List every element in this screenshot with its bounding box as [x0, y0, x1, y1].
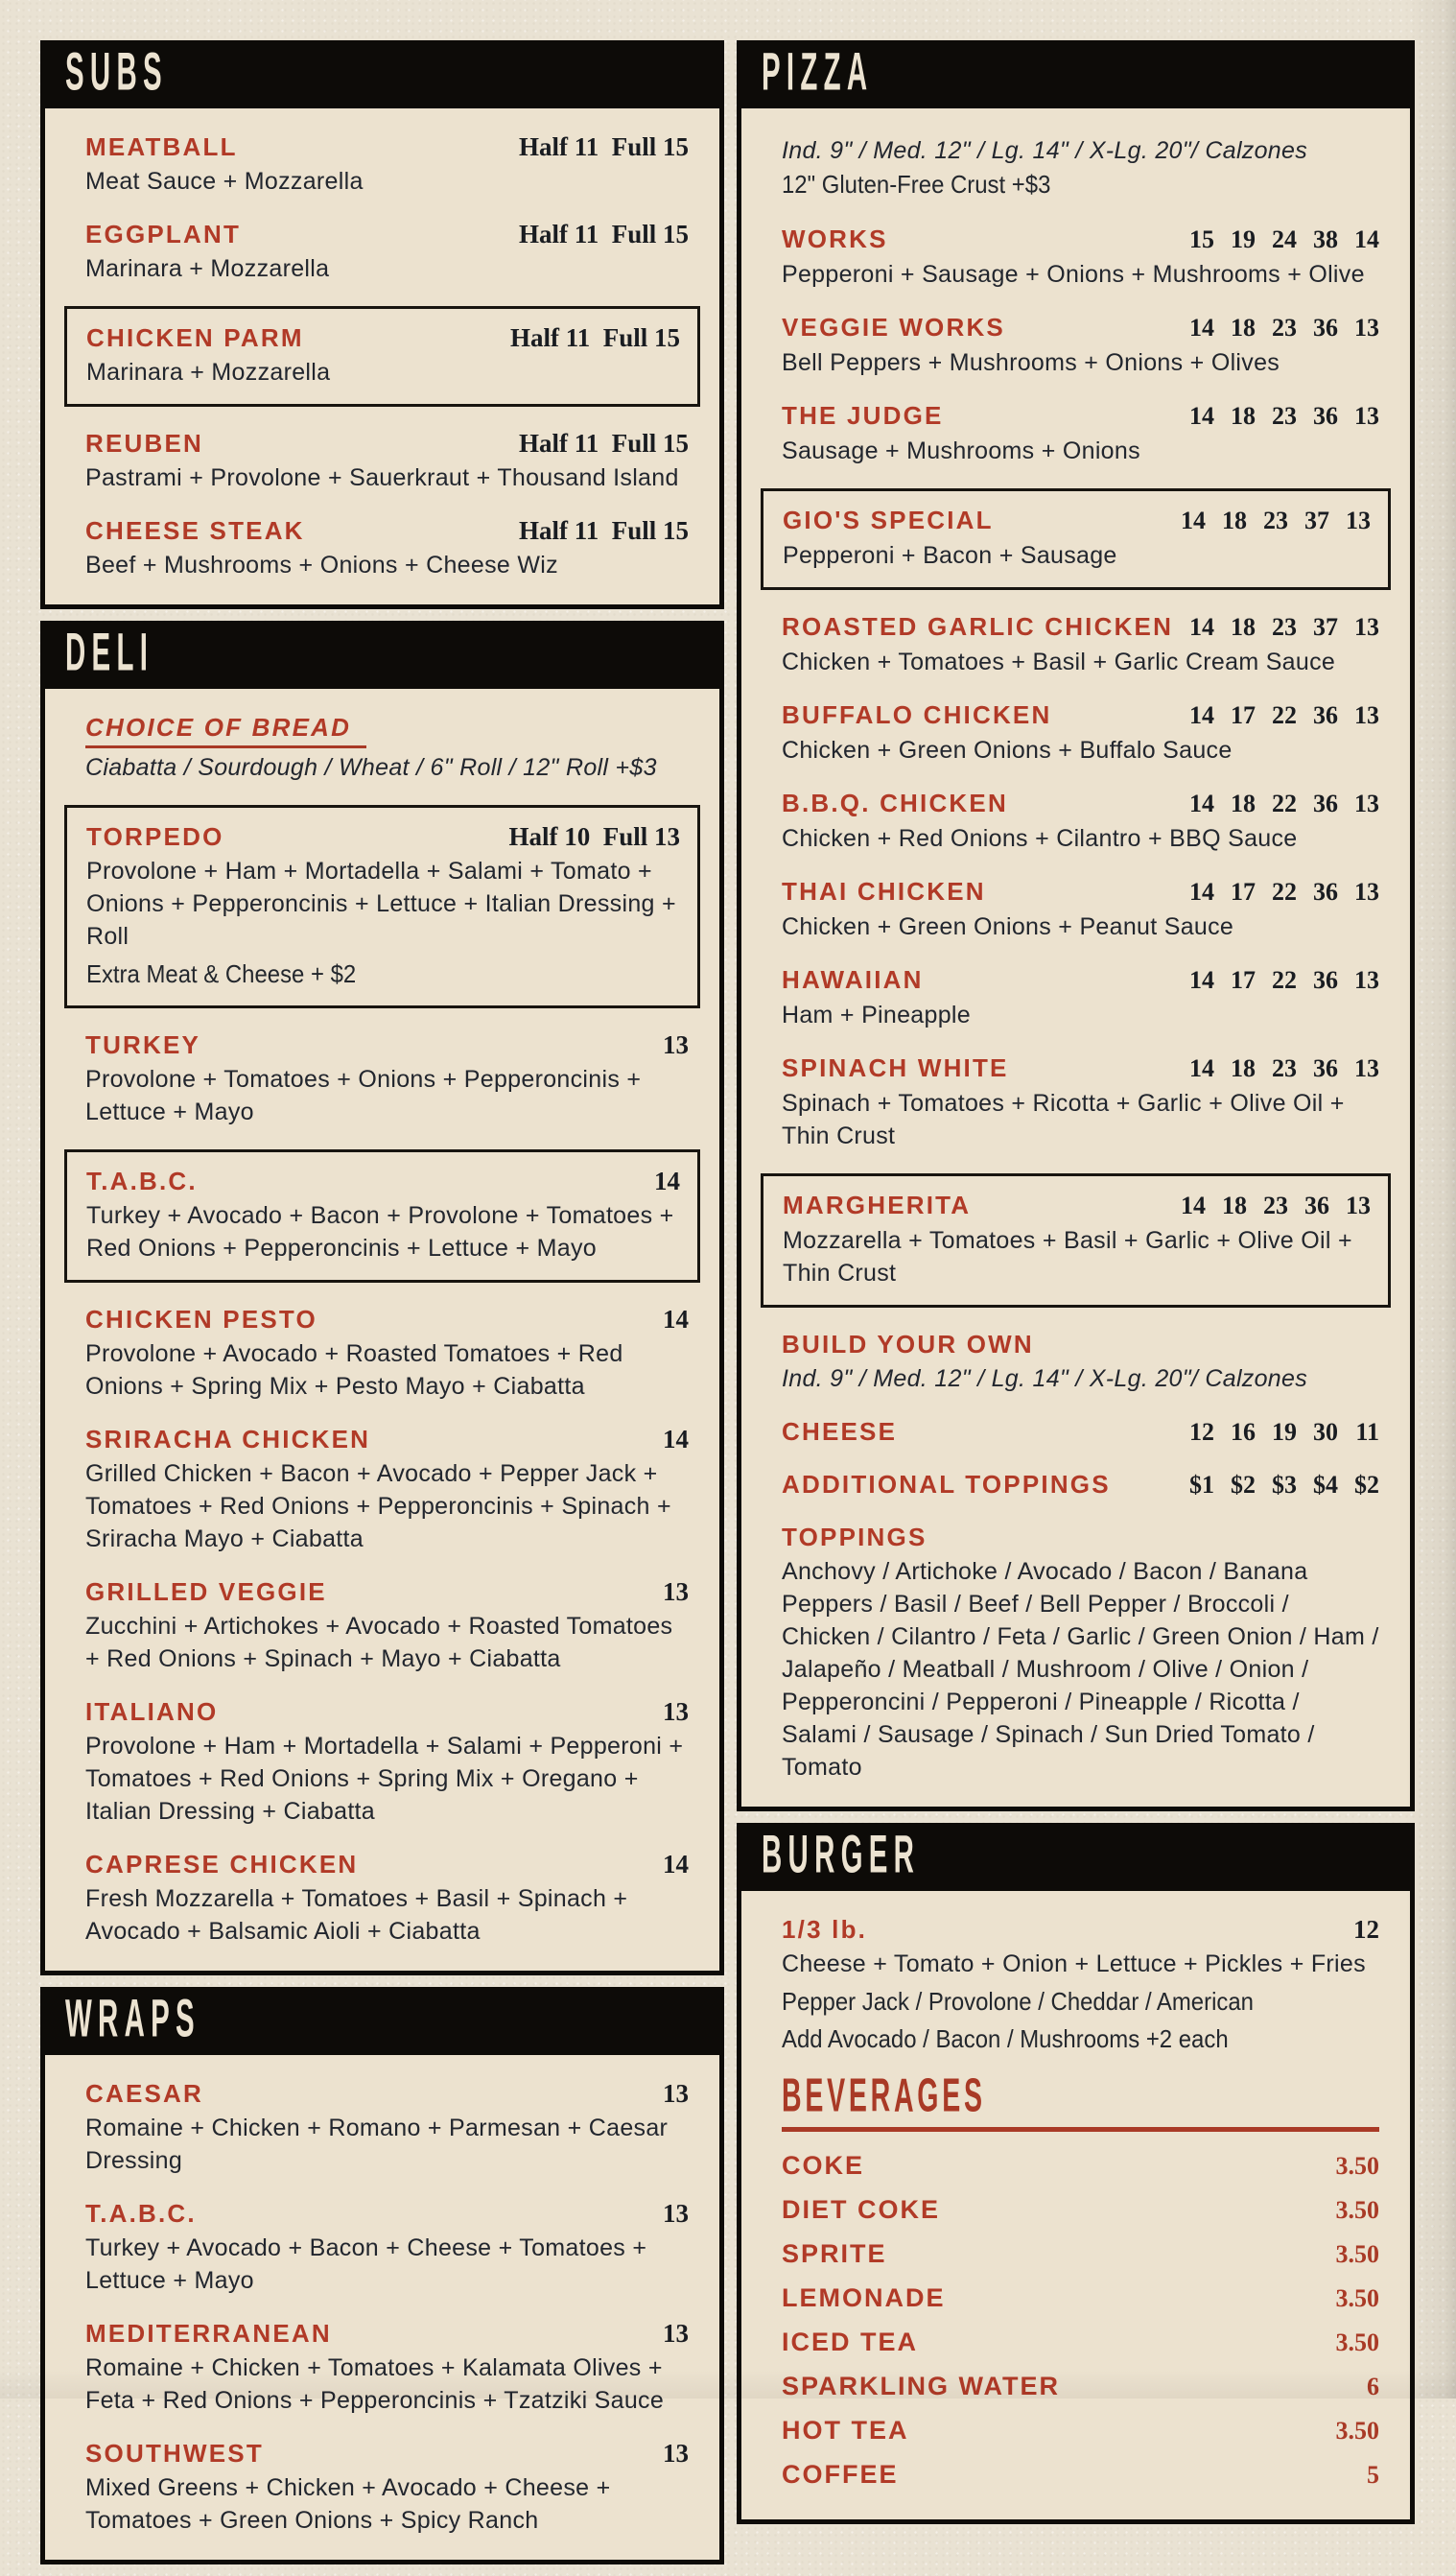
item-name: GIO'S SPECIAL [783, 506, 994, 534]
item-note-text: Pepper Jack / Provolone / Cheddar / American [782, 1987, 1254, 2016]
section-crust-note [782, 169, 1379, 201]
section-header-bar [40, 1987, 724, 2050]
item-price: 13 [663, 2079, 689, 2108]
beverage-row [782, 2364, 1379, 2408]
item-row [85, 1696, 689, 1727]
item-description: Ciabatta / Sourdough / Wheat / 6" Roll / 12" Roll +$3 [85, 754, 657, 781]
item-description: Ind. 9" / Med. 12" / Lg. 14" / X-Lg. 20"/ Calzones [782, 1365, 1308, 1392]
menu-item [782, 611, 1379, 678]
item-price: 13 [1354, 790, 1379, 817]
menu-item [85, 219, 689, 285]
beverage-row [782, 2452, 1379, 2496]
item-description: Cheese + Tomato + Onion + Lettuce + Pickles + Fries [782, 1950, 1366, 1977]
item-price: 11 [1355, 1418, 1379, 1446]
item-price: 14 [1189, 790, 1214, 817]
item-price: Half 11 Full 15 [518, 220, 689, 248]
item-name: TOPPINGS [782, 1523, 928, 1551]
menu-item [64, 1149, 700, 1283]
item-description: Romaine + Chicken + Romano + Parmesan + Caesar Dressing [85, 2115, 669, 2174]
menu-item [782, 1329, 1379, 1395]
item-price: 23 [1272, 402, 1297, 430]
item-price: $1 [1189, 1471, 1214, 1499]
item-price-columns [1187, 313, 1379, 343]
menu-item [782, 1052, 1379, 1152]
item-description: Turkey + Avocado + Bacon + Cheese + Tomatoes + Lettuce + Mayo [85, 2234, 647, 2294]
item-price: 22 [1272, 966, 1297, 994]
item-price: 37 [1313, 613, 1338, 641]
item-row [85, 1029, 689, 1060]
item-description: Mozzarella + Tomatoes + Basil + Garlic + Olive Oil + Thin Crust [783, 1227, 1352, 1287]
item-row [85, 515, 689, 546]
item-price: 13 [1354, 613, 1379, 641]
item-name: CHOICE OF BREAD [85, 712, 366, 748]
item-description: Sausage + Mushrooms + Onions [782, 437, 1140, 464]
section-header-bar [40, 40, 724, 104]
item-name: HAWAIIAN [782, 965, 924, 994]
item-price: $2 [1231, 1471, 1256, 1499]
item-price: 14 [1189, 613, 1214, 641]
item-name: TORPEDO [86, 822, 224, 851]
item-price-columns [1187, 1417, 1379, 1448]
item-price: 23 [1272, 1054, 1297, 1082]
menu-item [782, 400, 1379, 467]
item-price: 36 [1304, 1192, 1329, 1219]
item-price: 36 [1313, 402, 1338, 430]
beverage-name: COFFEE [782, 2460, 899, 2489]
item-price-columns [1187, 1053, 1379, 1084]
item-price: 14 [1189, 402, 1214, 430]
item-row [85, 712, 689, 748]
item-row [782, 1329, 1379, 1359]
menu-section [40, 621, 724, 1975]
beverage-name: SPARKLING WATER [782, 2372, 1060, 2400]
item-price-columns [1187, 401, 1379, 432]
item-description: Mixed Greens + Chicken + Avocado + Cheese + Tomatoes + Green Onions + Spicy Ranch [85, 2474, 611, 2534]
item-name: T.A.B.C. [85, 2199, 197, 2228]
item-name: SOUTHWEST [85, 2439, 264, 2468]
menu-item [64, 306, 700, 407]
item-price-columns [1187, 789, 1379, 819]
item-price: Half 11 Full 15 [518, 516, 689, 545]
item-price: 13 [663, 2319, 689, 2348]
item-description: Chicken + Tomatoes + Basil + Garlic Cream Sauce [782, 649, 1336, 675]
item-note-text: Extra Meat & Cheese + $2 [86, 959, 357, 988]
item-description: Bell Peppers + Mushrooms + Onions + Olives [782, 349, 1280, 376]
item-description: Romaine + Chicken + Tomatoes + Kalamata Olives + Feta + Red Onions + Pepperoncinis + Tzatziki Sauce [85, 2354, 665, 2414]
item-price: 23 [1263, 1192, 1288, 1219]
beverage-row [782, 2276, 1379, 2320]
beverages-title: BEVERAGES [782, 2069, 986, 2123]
item-price-columns [1187, 612, 1379, 643]
menu-item [85, 515, 689, 581]
item-note [782, 1986, 1379, 2018]
item-price: 14 [1354, 225, 1379, 253]
item-row [782, 788, 1379, 819]
item-row [782, 699, 1379, 731]
item-name: BUILD YOUR OWN [782, 1330, 1034, 1359]
item-price: 18 [1231, 314, 1256, 342]
beverage-name: ICED TEA [782, 2328, 919, 2356]
item-note-text: Add Avocado / Bacon / Mushrooms +2 each [782, 2024, 1229, 2053]
item-price: 14 [1189, 1054, 1214, 1082]
item-name: THAI CHICKEN [782, 877, 986, 906]
item-price: 17 [1231, 701, 1256, 729]
beverage-name: DIET COKE [782, 2195, 941, 2224]
item-price: 13 [663, 1577, 689, 1606]
item-name: BUFFALO CHICKEN [782, 700, 1052, 729]
item-name: SRIRACHA CHICKEN [85, 1425, 371, 1453]
item-price: 13 [1354, 966, 1379, 994]
item-name: T.A.B.C. [86, 1167, 198, 1195]
menu-column-right [737, 40, 1415, 2536]
item-description: Beef + Mushrooms + Onions + Cheese Wiz [85, 552, 558, 579]
item-price: 13 [1354, 314, 1379, 342]
item-price: 37 [1304, 507, 1329, 534]
item-price: 13 [663, 2439, 689, 2468]
beverage-name: LEMONADE [782, 2283, 946, 2312]
item-name: SPINACH WHITE [782, 1053, 1009, 1082]
item-description: Marinara + Mozzarella [86, 359, 331, 386]
item-price: 36 [1313, 701, 1338, 729]
beverage-row [782, 2232, 1379, 2276]
section-title: BURGER [762, 1824, 921, 1884]
item-price: 30 [1313, 1418, 1338, 1446]
item-price: 23 [1272, 613, 1297, 641]
section-title: WRAPS [65, 1988, 200, 2048]
item-row [85, 2078, 689, 2109]
item-price: 12 [1353, 1915, 1379, 1944]
menu-item [782, 1469, 1379, 1501]
item-price: 14 [1181, 507, 1206, 534]
section-panel [40, 104, 724, 609]
menu-item [85, 131, 689, 198]
item-description: Fresh Mozzarella + Tomatoes + Basil + Spinach + Avocado + Balsamic Aioli + Ciabatta [85, 1885, 628, 1945]
item-price: 36 [1313, 966, 1338, 994]
beverage-row [782, 2320, 1379, 2364]
item-price: 15 [1189, 225, 1214, 253]
item-price: 17 [1231, 878, 1256, 906]
item-description: Chicken + Green Onions + Peanut Sauce [782, 913, 1234, 940]
item-name: WORKS [782, 225, 888, 253]
beverage-price: 3.50 [1335, 2196, 1379, 2224]
item-name: CHEESE [782, 1417, 898, 1446]
menu-item [85, 1849, 689, 1948]
menu-item [782, 1914, 1379, 2055]
menu-item [85, 2198, 689, 2297]
item-price: 13 [1354, 701, 1379, 729]
item-row [782, 1052, 1379, 1084]
menu-section [737, 1823, 1415, 2524]
item-description: Grilled Chicken + Bacon + Avocado + Pepper Jack + Tomatoes + Red Onions + Pepperoncinis + Spinach + Sriracha Mayo + Ciabatta [85, 1460, 671, 1552]
beverages-rule [782, 2127, 1379, 2132]
menu-item [782, 1522, 1379, 1784]
item-name: CAPRESE CHICKEN [85, 1850, 359, 1879]
menu-item [782, 964, 1379, 1031]
item-row [85, 2318, 689, 2349]
item-row [782, 1522, 1379, 1552]
menu-column-left [40, 40, 724, 2576]
item-row [85, 1576, 689, 1607]
item-price: 18 [1231, 613, 1256, 641]
item-price-columns [1187, 965, 1379, 996]
item-price: 14 [1189, 878, 1214, 906]
item-price: 14 [663, 1425, 689, 1453]
menu-section [40, 1987, 724, 2564]
item-name: MARGHERITA [783, 1191, 972, 1219]
item-row [782, 964, 1379, 996]
item-price: 38 [1313, 225, 1338, 253]
menu-item [85, 2078, 689, 2177]
item-name: VEGGIE WORKS [782, 313, 1005, 342]
item-price: 13 [1354, 402, 1379, 430]
section-title: DELI [65, 622, 154, 682]
beverage-row [782, 2143, 1379, 2187]
menu-item [761, 1173, 1391, 1308]
menu-item [64, 805, 700, 1008]
menu-item [85, 2438, 689, 2537]
item-price: 23 [1272, 314, 1297, 342]
menu-item [85, 712, 689, 784]
item-name: CHICKEN PESTO [85, 1305, 317, 1334]
beverage-row [782, 2408, 1379, 2452]
item-price: 14 [1181, 1192, 1206, 1219]
item-price: Half 11 Full 15 [518, 429, 689, 458]
item-row [85, 2438, 689, 2469]
beverage-price: 3.50 [1335, 2240, 1379, 2268]
menu-item [782, 788, 1379, 855]
menu-item [85, 1424, 689, 1555]
item-description: Provolone + Ham + Mortadella + Salami + Pepperoni + Tomatoes + Red Onions + Spring Mix + Oregano + Italian Dressing + Ciabatta [85, 1733, 684, 1825]
item-row [85, 131, 689, 162]
item-price: 22 [1272, 878, 1297, 906]
item-note [86, 958, 680, 990]
section-sizes-note: Ind. 9" / Med. 12" / Lg. 14" / X-Lg. 20"/ Calzones [782, 137, 1308, 164]
item-price: $2 [1354, 1471, 1379, 1499]
item-row [783, 505, 1371, 536]
menu-item [761, 488, 1391, 590]
item-price: 18 [1231, 402, 1256, 430]
section-panel [40, 2050, 724, 2564]
item-description: Anchovy / Artichoke / Avocado / Bacon / Banana Peppers / Basil / Beef / Bell Pepper / Broccoli / Chicken / Cilantro / Feta / Garlic / Green Onion / Ham / Jalapeño / Meatball / Mushroom / Olive / Onion / Pepperoncini / Pepperoni / Pineapple / Ricotta / Salami / Sausage / Spinach / Sun Dried Tomato / Tomato [782, 1558, 1379, 1781]
beverage-price: 3.50 [1335, 2284, 1379, 2312]
item-price: 18 [1231, 790, 1256, 817]
item-price: 19 [1231, 225, 1256, 253]
item-price: $3 [1272, 1471, 1297, 1499]
beverage-price: 6 [1367, 2373, 1379, 2400]
section-panel [737, 104, 1415, 1811]
item-row [782, 400, 1379, 432]
section-header-bar [737, 1823, 1415, 1886]
section-header-bar [40, 621, 724, 684]
item-row [782, 224, 1379, 255]
item-price-columns [1187, 225, 1379, 255]
item-description: Provolone + Ham + Mortadella + Salami + Tomato + Onions + Pepperoncinis + Lettuce + Italian Dressing + Roll [86, 858, 676, 950]
item-row [86, 1166, 680, 1196]
item-price: 16 [1231, 1418, 1256, 1446]
item-price: 22 [1272, 790, 1297, 817]
item-description: Provolone + Tomatoes + Onions + Pepperoncinis + Lettuce + Mayo [85, 1066, 642, 1125]
item-price: 18 [1231, 1054, 1256, 1082]
item-price: 36 [1313, 790, 1338, 817]
menu-item [85, 2318, 689, 2417]
item-row [782, 611, 1379, 643]
item-name: CHEESE STEAK [85, 516, 305, 545]
item-price-columns [1187, 877, 1379, 908]
item-price: 17 [1231, 966, 1256, 994]
item-price: Half 11 Full 15 [509, 323, 680, 352]
item-row [85, 2198, 689, 2229]
item-description: Marinara + Mozzarella [85, 255, 330, 282]
item-row [782, 312, 1379, 343]
item-description: Pepperoni + Bacon + Sausage [783, 542, 1117, 569]
item-name: GRILLED VEGGIE [85, 1577, 327, 1606]
item-price: 13 [1354, 1054, 1379, 1082]
item-name: THE JUDGE [782, 401, 944, 430]
item-price: 13 [663, 1030, 689, 1059]
item-row [782, 1416, 1379, 1448]
item-price: 13 [663, 2199, 689, 2228]
item-price: 14 [1189, 314, 1214, 342]
item-name: CAESAR [85, 2079, 203, 2108]
item-description: Chicken + Red Onions + Cilantro + BBQ Sauce [782, 825, 1298, 852]
item-price: 19 [1272, 1418, 1297, 1446]
item-price: $4 [1313, 1471, 1338, 1499]
item-name: ITALIANO [85, 1697, 219, 1726]
item-name: MEDITERRANEAN [85, 2319, 332, 2348]
beverages-title-wrap [782, 2069, 1379, 2123]
item-price: 36 [1313, 1054, 1338, 1082]
item-name: MEATBALL [85, 132, 238, 161]
item-price: 13 [1354, 878, 1379, 906]
item-price-columns [1187, 700, 1379, 731]
section-header-bar [737, 40, 1415, 104]
section-panel [737, 1886, 1415, 2524]
item-description: Pastrami + Provolone + Sauerkraut + Thousand Island [85, 464, 679, 491]
item-row [85, 1304, 689, 1335]
beverage-price: 3.50 [1335, 2152, 1379, 2180]
item-price: 23 [1263, 507, 1288, 534]
item-name: CHICKEN PARM [86, 323, 304, 352]
menu-item [782, 1416, 1379, 1448]
item-description: Meat Sauce + Mozzarella [85, 168, 364, 195]
item-row [86, 322, 680, 353]
menu-section [737, 40, 1415, 1811]
item-name: B.B.Q. CHICKEN [782, 789, 1008, 817]
item-row [86, 821, 680, 852]
menu-item [782, 876, 1379, 943]
item-row [782, 1914, 1379, 1945]
menu-item [85, 428, 689, 494]
item-description: Pepperoni + Sausage + Onions + Mushrooms + Olive [782, 261, 1365, 288]
item-row [85, 428, 689, 459]
menu-item [782, 224, 1379, 291]
beverage-price: 3.50 [1335, 2417, 1379, 2445]
item-price: 36 [1313, 314, 1338, 342]
item-name: 1/3 lb. [782, 1915, 868, 1944]
item-name: ADDITIONAL TOPPINGS [782, 1470, 1111, 1499]
item-price: 14 [1189, 701, 1214, 729]
item-price: 14 [663, 1305, 689, 1334]
menu-item [782, 312, 1379, 379]
section-crust-note-text: 12" Gluten-Free Crust +$3 [782, 170, 1051, 199]
item-price: Half 11 Full 15 [518, 132, 689, 161]
item-price: 18 [1222, 1192, 1247, 1219]
item-price-columns [1187, 1470, 1379, 1501]
item-description: Turkey + Avocado + Bacon + Provolone + Tomatoes + Red Onions + Pepperoncinis + Lettuce + Mayo [86, 1202, 674, 1262]
item-description: Zucchini + Artichokes + Avocado + Roasted Tomatoes + Red Onions + Spinach + Mayo + Ciabatta [85, 1613, 673, 1672]
item-row [782, 1469, 1379, 1501]
item-row [85, 1424, 689, 1454]
item-description: Spinach + Tomatoes + Ricotta + Garlic + Olive Oil + Thin Crust [782, 1090, 1345, 1149]
item-note [782, 2023, 1379, 2055]
menu-item [85, 1576, 689, 1675]
item-price: 13 [663, 1697, 689, 1726]
section-title: SUBS [65, 41, 168, 102]
beverage-price: 3.50 [1335, 2328, 1379, 2356]
beverage-price: 5 [1367, 2461, 1379, 2489]
section-panel [40, 684, 724, 1975]
item-price: 14 [1189, 966, 1214, 994]
item-price: 14 [654, 1167, 680, 1195]
menu-item [782, 699, 1379, 767]
item-row [85, 1849, 689, 1879]
item-description: Chicken + Green Onions + Buffalo Sauce [782, 737, 1233, 764]
item-name: TURKEY [85, 1030, 201, 1059]
section-title: PIZZA [762, 41, 874, 102]
item-price-columns [1179, 1191, 1371, 1221]
item-price-columns [1179, 506, 1371, 536]
menu-section [40, 40, 724, 609]
menu-item [85, 1696, 689, 1828]
item-name: REUBEN [85, 429, 203, 458]
item-name: EGGPLANT [85, 220, 242, 248]
item-name: ROASTED GARLIC CHICKEN [782, 612, 1174, 641]
menu-item [85, 1029, 689, 1128]
item-price: 13 [1346, 507, 1371, 534]
item-price: 36 [1313, 878, 1338, 906]
item-row [85, 219, 689, 249]
item-price: 22 [1272, 701, 1297, 729]
item-price: 18 [1222, 507, 1247, 534]
beverage-row [782, 2187, 1379, 2232]
item-row [782, 876, 1379, 908]
beverage-name: HOT TEA [782, 2416, 909, 2445]
beverage-name: SPRITE [782, 2239, 887, 2268]
item-price: 14 [663, 1850, 689, 1879]
item-price: 12 [1189, 1418, 1214, 1446]
beverage-name: COKE [782, 2151, 865, 2180]
item-description: Provolone + Avocado + Roasted Tomatoes + Red Onions + Spring Mix + Pesto Mayo + Ciabatta [85, 1340, 623, 1400]
menu-item [85, 1304, 689, 1403]
item-price: 24 [1272, 225, 1297, 253]
item-row [783, 1190, 1371, 1221]
item-description: Ham + Pineapple [782, 1002, 971, 1028]
item-price: Half 10 Full 13 [508, 822, 680, 851]
item-price: 13 [1346, 1192, 1371, 1219]
